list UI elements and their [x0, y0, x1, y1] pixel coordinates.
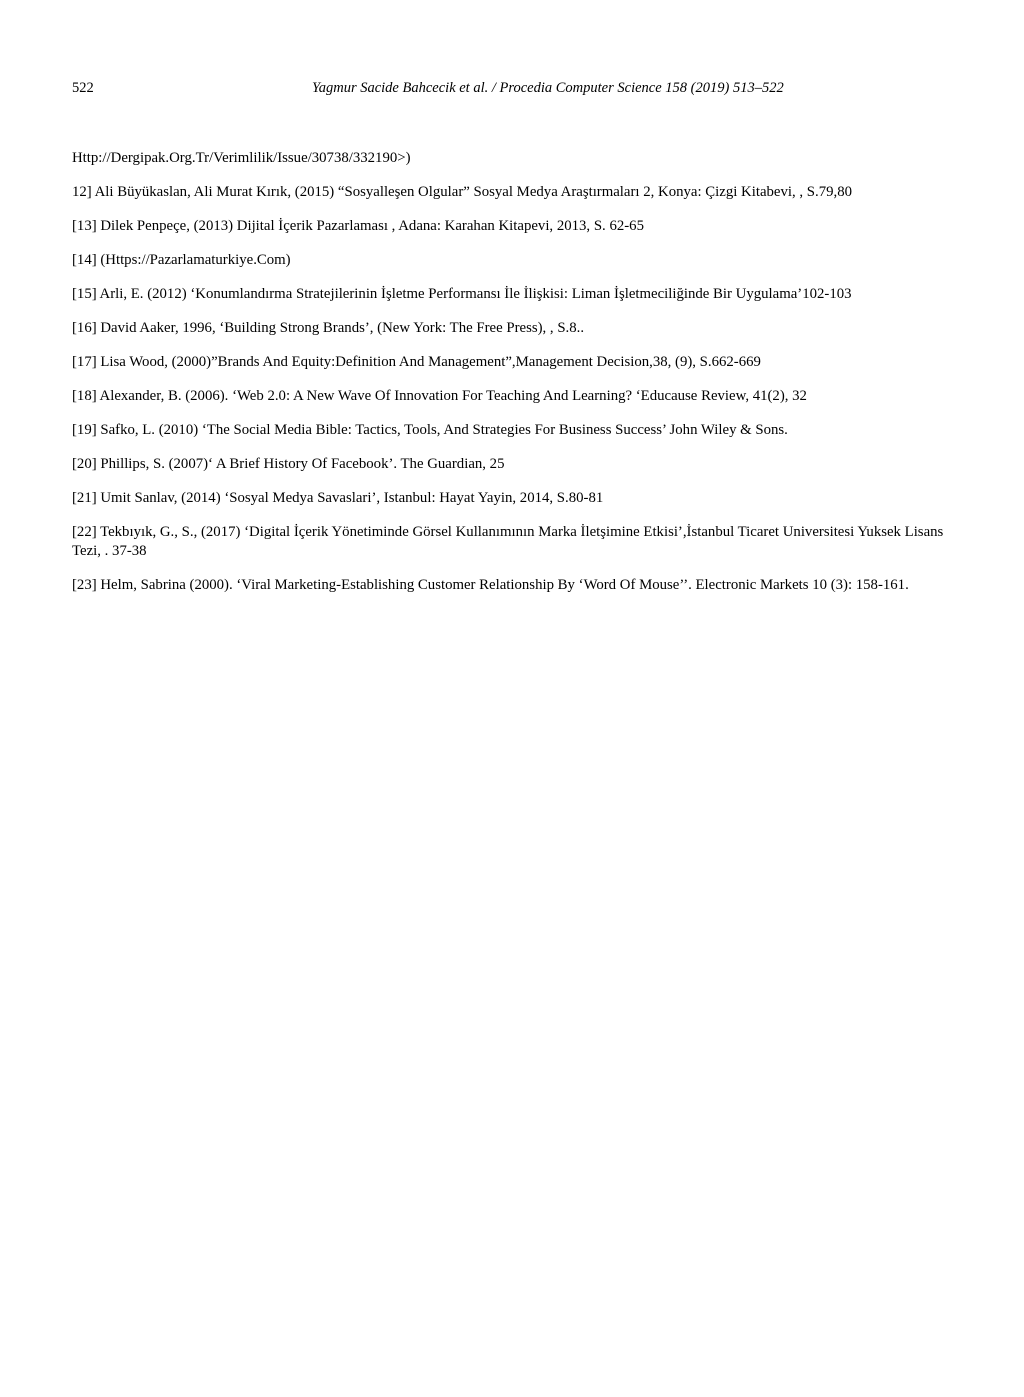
reference-item: [17] Lisa Wood, (2000)”Brands And Equity:Definition And Management”,Management Decision,38, (9), S.662-669: [72, 353, 761, 370]
reference-item: [22] Tekbıyık, G., S., (2017) ‘Digital İçerik Yönetiminde Görsel Kullanımının Marka İletşimine Etkisi’,İstanbul Ticaret Universitesi Yuksek Lisans Tezi, . 37-38: [72, 524, 944, 560]
reference-item: [16] David Aaker, 1996, ‘Building Strong Brands’, (New York: The Free Press), , S.8..: [72, 319, 585, 336]
reference-item: [13] Dilek Penpeçe, (2013) Dijital İçerik Pazarlaması , Adana: Karahan Kitapevi, 2013, S. 62-65: [72, 217, 644, 234]
reference-item: [21] Umit Sanlav, (2014) ‘Sosyal Medya Savaslari’, Istanbul: Hayat Yayin, 2014, S.80-81: [72, 490, 604, 507]
references-list: [72, 134, 952, 610]
page-number: 522: [72, 80, 94, 96]
reference-item: [19] Safko, L. (2010) ‘The Social Media Bible: Tactics, Tools, And Strategies For Business Success’ John Wiley & Sons.: [72, 422, 788, 439]
reference-item: Http://Dergipak.Org.Tr/Verimlilik/Issue/30738/332190>): [72, 149, 411, 166]
reference-item: [20] Phillips, S. (2007)‘ A Brief History Of Facebook’. The Guardian, 25: [72, 456, 505, 473]
page-header: [72, 80, 952, 100]
running-title: Yagmur Sacide Bahcecik et al. / Procedia Computer Science 158 (2019) 513–522: [312, 80, 784, 96]
reference-item: [23] Helm, Sabrina (2000). ‘Viral Marketing-Establishing Customer Relationship By ‘Word Of Mouse’’. Electronic Markets 10 (3): 158-161.: [72, 577, 909, 594]
reference-item: [14] (Https://Pazarlamaturkiye.Com): [72, 251, 291, 268]
reference-item: 12] Ali Büyükaslan, Ali Murat Kırık, (2015) “Sosyalleşen Olgular” Sosyal Medya Araştırmaları 2, Konya: Çizgi Kitabevi, , S.79,80: [72, 183, 853, 200]
reference-item: [18] Alexander, B. (2006). ‘Web 2.0: A New Wave Of Innovation For Teaching And Learning? ‘Educause Review, 41(2), 32: [72, 388, 807, 405]
reference-item: [15] Arli, E. (2012) ‘Konumlandırma Stratejilerinin İşletme Performansı İle İlişkisi: Liman İşletmeciliğinde Bir Uygulama’102-103: [72, 285, 852, 302]
